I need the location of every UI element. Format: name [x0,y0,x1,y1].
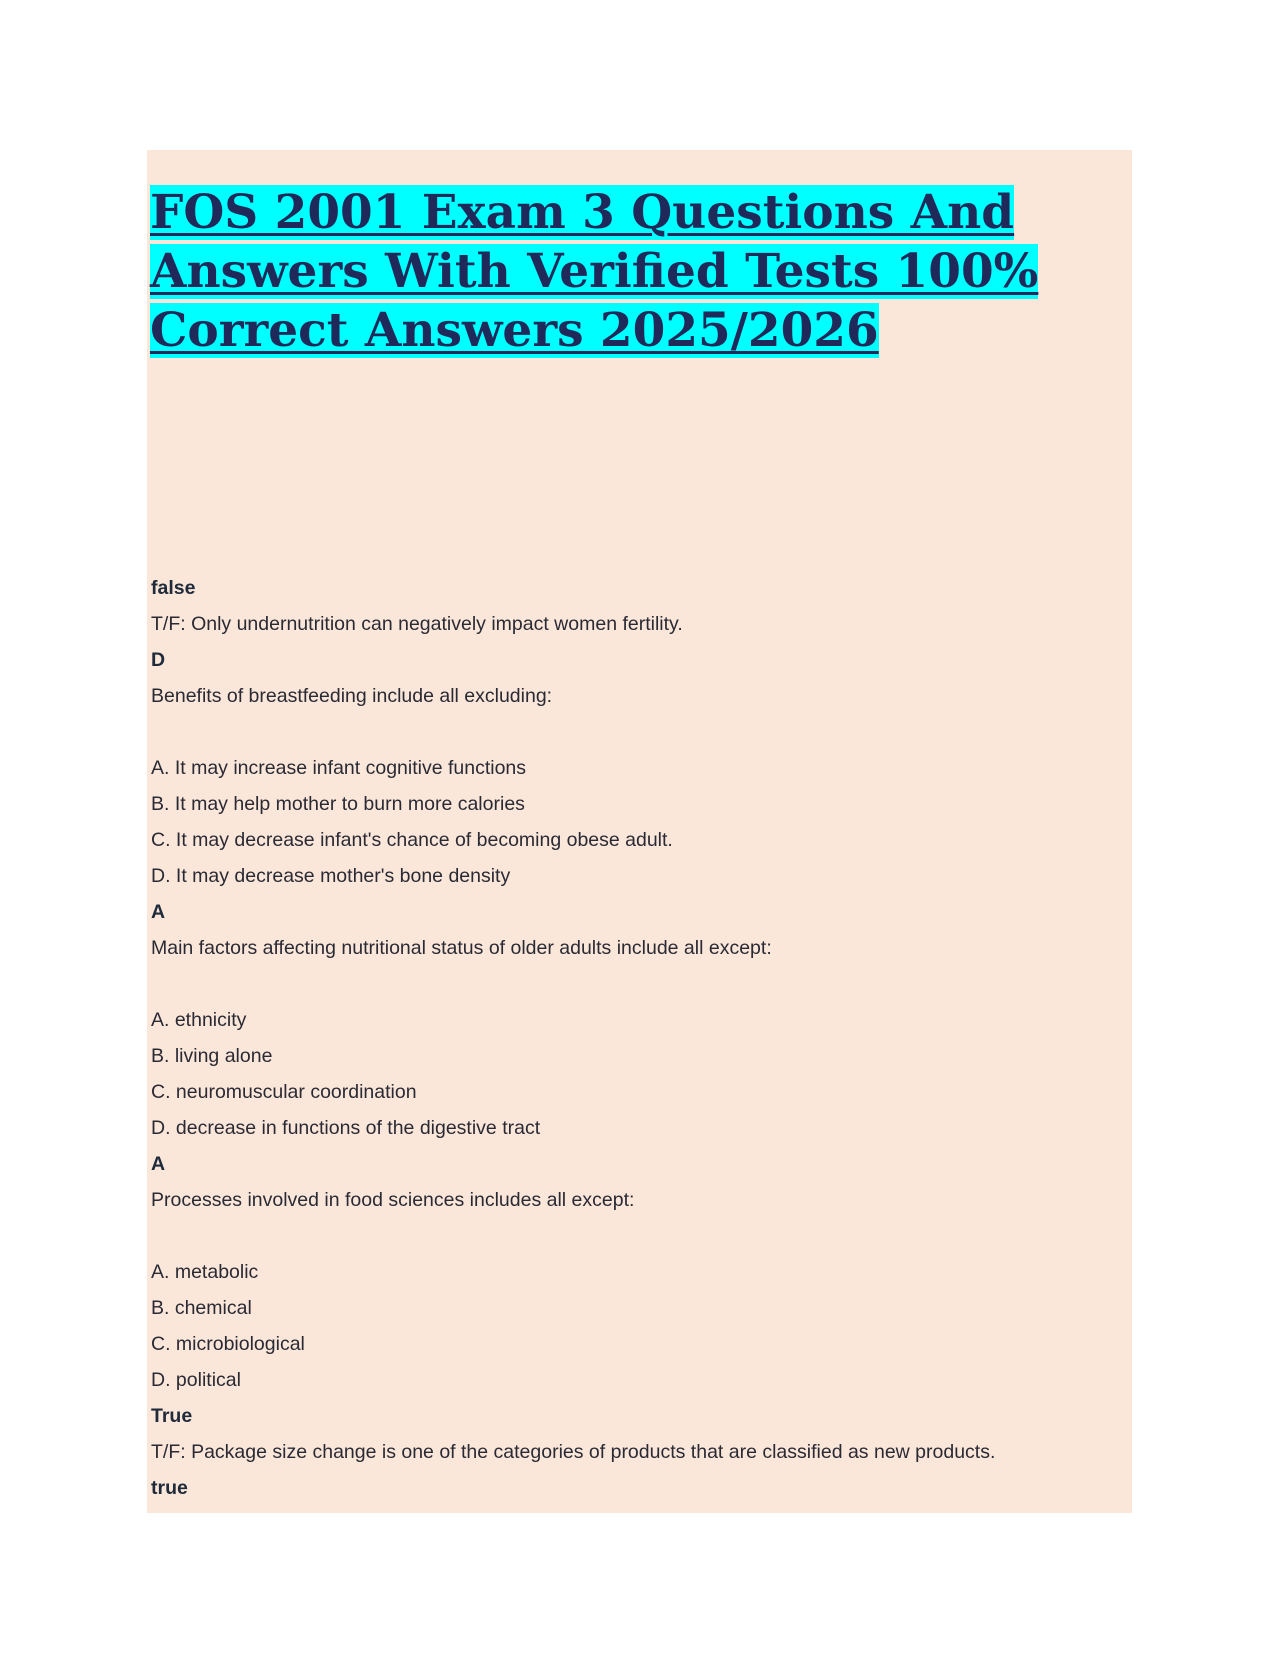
question-line: T/F: Only undernutrition can negatively impact women fertility. [151,613,683,635]
answer-line: D [151,649,166,671]
question-line: Processes involved in food sciences includes all except: [151,1189,635,1211]
question-line: A. It may increase infant cognitive functions [151,757,527,779]
question-line: C. microbiological [151,1333,305,1355]
blank-line [151,714,1131,750]
document-title [150,183,1140,360]
answer-line: false [151,577,196,599]
answer-line: A [151,1153,166,1175]
question-line: B. chemical [151,1297,252,1319]
question-line: A. metabolic [151,1261,259,1283]
question-line: D. political [151,1369,241,1391]
question-line: D. decrease in functions of the digestive tract [151,1117,541,1139]
answer-line: A [151,901,166,923]
question-line: Benefits of breastfeeding include all excluding: [151,685,553,707]
question-line: D. It may decrease mother's bone density [151,865,511,887]
question-line: B. living alone [151,1045,273,1067]
question-line: B. It may help mother to burn more calories [151,793,525,815]
answer-line: true [151,1477,188,1499]
question-line: C. neuromuscular coordination [151,1081,417,1103]
document-title-text: FOS 2001 Exam 3 Questions And Answers With Verified Tests 100% Correct Answers 2025/2026 [150,185,1039,358]
question-line: T/F: Package size change is one of the categories of products that are classified as new products. [151,1441,996,1463]
qa-list [151,570,1131,1506]
question-line: A. ethnicity [151,1009,247,1031]
blank-line [151,966,1131,1002]
blank-line [151,1218,1131,1254]
question-line: Main factors affecting nutritional status of older adults include all except: [151,937,772,959]
question-line: C. It may decrease infant's chance of becoming obese adult. [151,829,673,851]
answer-line: True [151,1405,193,1427]
